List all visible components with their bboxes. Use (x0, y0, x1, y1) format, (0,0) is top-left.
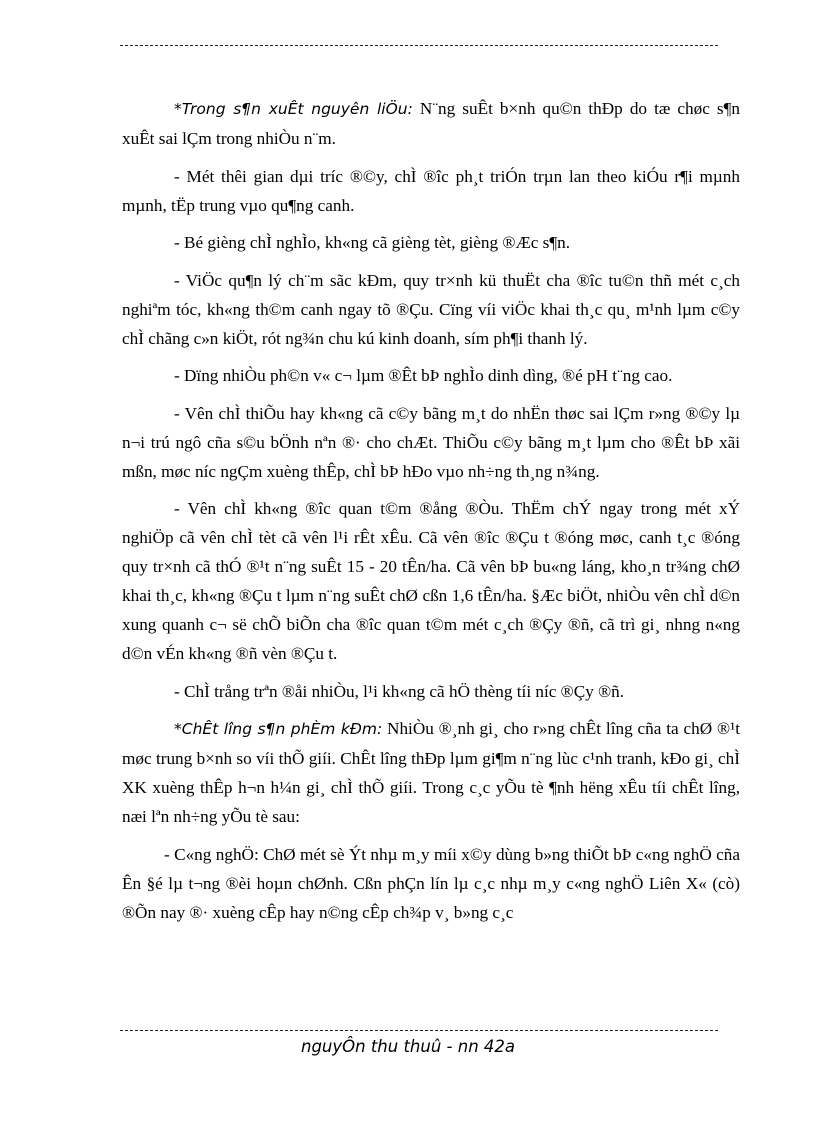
paragraph-scattered-planting (122, 162, 740, 220)
paragraph-text: - Dïng nhiÒu ph©n v« c¬ lµm ®Êt bÞ nghÌo dinh dìng, ®é pH t¨ng cao. (174, 366, 673, 385)
paragraph-text: N¨ng suÊt b×nh qu©n thÐp do tæ chøc s¶n xuÊt sai lÇm trong nhiÒu n¨m. (122, 99, 740, 148)
paragraph-text: NhiÒu ®¸nh gi¸ cho r»ng chÊt lîng cña ta chØ ®¹t møc trung b×nh so víi thÕ giíi. ChÊt lîng thÐp lµm gi¶m n¨ng lùc c¹nh tranh, kÐo gi¸ chÌ XK xuèng thÊp h¬n h¼n gi¸ chÌ thÕ giíi. Trong c¸c yÕu tè ¶nh hëng xÊu tíi chÊt lîng, næi lªn nh÷ng yÕu tè sau: (122, 719, 741, 826)
paragraph-text: - Vên chÌ kh«ng ®îc quan t©m ®ång ®Òu. ThËm chÝ ngay trong mét xÝ nghiÖp cã vên chÌ tèt cã vên l¹i rÊt xÊu. Cã vên ®îc ®Çu t ®óng møc, canh t¸c ®óng quy tr×nh cã thÓ ®¹t n¨ng suÊt 15 - 20 tÊn/ha. Cã vên bÞ bu«ng láng, kho¸n tr¾ng chØ khai th¸c, kh«ng ®Çu t lµm n¨ng suÊt chØ cßn 1,6 tÊn/ha. §Æc biÖt, nhiÒu vên chÌ d©n xung quanh c¬ së chÕ biÕn cha ®îc quan t©m mét c¸ch ®Çy ®ñ, cã trì gi¸ nhng n«ng d©n vÉn kh«ng ®ñ vèn ®Çu t. (122, 499, 740, 663)
paragraph-text: - ChÌ trång trªn ®åi nhiÒu, l¹i kh«ng cã hÖ thèng tíi níc ®Çy ®ñ. (174, 681, 625, 701)
paragraph-technology (122, 840, 740, 927)
paragraph-text: - ViÖc qu¶n lý ch¨m sãc kÐm, quy tr×nh kü thuËt cha ®îc tu©n thñ mét c¸ch nghiªm tóc, kh«ng th©m canh ngay tõ ®Çu. Cïng víi viÖc khai th¸c qu¸ m¹nh lµm c©y chÌ chãng c»n kiÖt, rót ng¾n chu kú kinh doanh, sím ph¶i thanh lý. (122, 270, 740, 348)
paragraph-lead: *ChÊt lîng s¶n phÈm kÐm: (174, 720, 383, 738)
paragraph-uneven-investment (122, 494, 740, 668)
paragraph-text: - Vên chÌ thiÕu hay kh«ng cã c©y bãng m¸t do nhËn thøc sai lÇm r»ng ®©y lµ n¬i trú ngô cña s©u bÖnh nªn ®· cho chÆt. ThiÕu c©y bãng m¸t lµm cho ®Êt bÞ xãi mßn, møc níc ngÇm xuèng thÊp, chÌ bÞ hÐo vµo nh÷ng th¸ng n¾ng. (122, 403, 740, 481)
paragraph-irrigation (122, 677, 740, 706)
paragraph-raw-material-issue (122, 94, 740, 153)
paragraph-text: - Mét thêi gian dµi tríc ®©y, chÌ ®îc ph¸t triÓn trµn lan theo kiÓu r¶i mµnh mµnh, tËp trung vµo qu¶ng canh. (122, 166, 740, 215)
paragraph-shade-trees (122, 399, 740, 486)
paragraph-text: - C«ng nghÖ: ChØ mét sè Ýt nhµ m¸y míi x©y dùng b»ng thiÕt bÞ c«ng nghÖ cña Ên §é lµ t¬ng ®èi hoµn chØnh. Cßn phÇn lín lµ c¸c nhµ m¸y c«ng nghÖ Liên X« (cò) ®Õn nay ®· xuèng cÊp hay n©ng cÊp ch¾p v¸ b»ng c¸c (122, 844, 740, 922)
header-rule (120, 45, 718, 46)
paragraph-poor-varieties (122, 228, 740, 257)
footer-rule (120, 1030, 718, 1031)
page-footer: nguyÔn thu thuû - nn 42a (300, 1037, 516, 1056)
paragraph-poor-care (122, 266, 740, 353)
paragraph-text: - Bé gièng chÌ nghÌo, kh«ng cã gièng tèt, gièng ®Æc s¶n. (174, 233, 571, 252)
paragraph-lead: *Trong s¶n xuÊt nguyên liÖu: (174, 100, 413, 118)
document-body (122, 94, 740, 935)
paragraph-fertilizer (122, 361, 740, 390)
paragraph-product-quality (122, 714, 740, 831)
